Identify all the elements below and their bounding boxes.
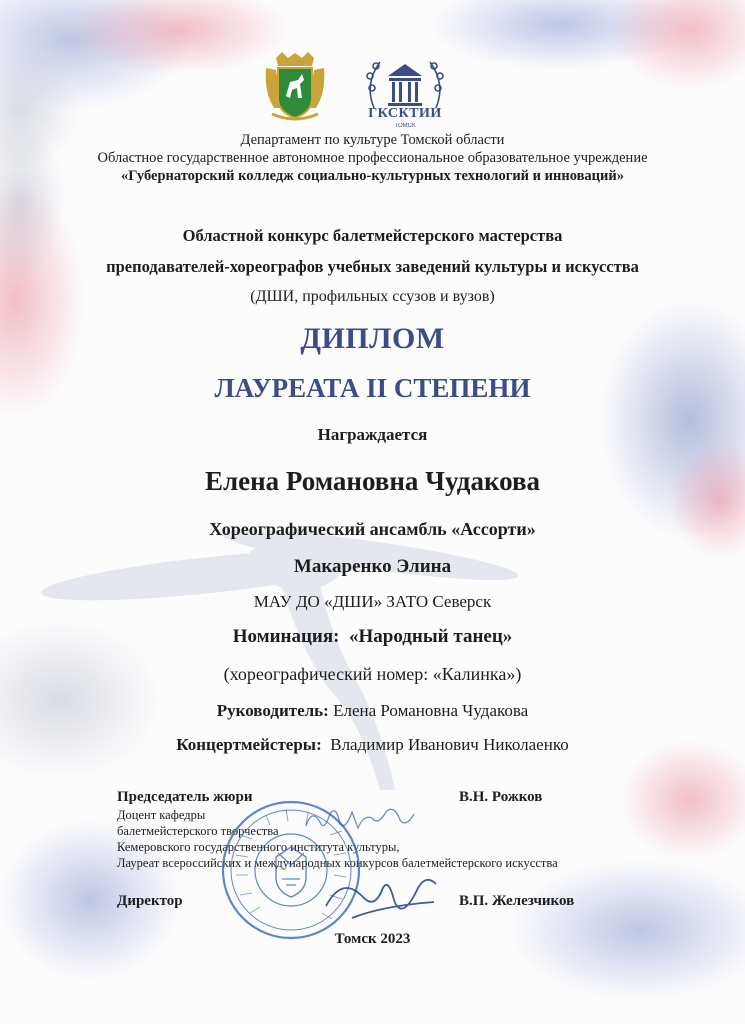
leader-label: Руководитель: [216, 701, 329, 720]
nomination-value: «Народный танец» [348, 626, 513, 647]
director-name: В.П. Железчиков [459, 893, 575, 909]
recipient-name: Елена Романовна Чудакова [204, 466, 541, 496]
director-title: Директор [117, 893, 183, 909]
chair-desc-1: Доцент кафедры [117, 808, 206, 822]
contest-title-line2: преподавателей-хореографов учебных заведений культуры и искусства [106, 257, 639, 276]
diploma-title: ДИПЛОМ [300, 322, 445, 355]
contest-title-line3: (ДШИ, профильных ссузов и вузов) [250, 288, 495, 305]
jury-chair-name: В.Н. Рожков [459, 789, 543, 805]
accompanists-line [0, 735, 745, 755]
college-logo-text: ГКСКТИИ [368, 106, 442, 121]
chair-desc-4: Лауреат всероссийских и международных конкурсов балетмейстерского искусства [117, 856, 558, 870]
director-signature-icon [322, 866, 440, 932]
performance-number: (хореографический номер: «Калинка») [223, 664, 522, 684]
accompanists-label: Концертмейстеры: [176, 735, 322, 754]
city-year: Томск 2023 [334, 931, 411, 947]
awarded-label: Награждается [317, 425, 428, 444]
leader-value: Елена Романовна Чудакова [333, 701, 529, 720]
contest-title-line1: Областной конкурс балетмейстерского мастерства [182, 226, 563, 245]
college-logo-subtext: ТОМСК [394, 123, 416, 129]
nomination-line [0, 626, 745, 648]
participant-name: Макаренко Элина [293, 556, 452, 577]
college-name: «Губернаторский колледж социально-культурных технологий и инноваций» [120, 168, 624, 184]
chair-signature-icon [302, 800, 422, 840]
chair-desc-2: балетмейстерского творчества [117, 824, 279, 838]
diploma-degree: ЛАУРЕАТА II СТЕПЕНИ [214, 373, 531, 403]
institution-line: Областное государственное автономное профессиональное образовательное учреждение [97, 150, 648, 166]
department-line: Департамент по культуре Томской области [240, 132, 505, 148]
jury-chair-title: Председатель жюри [117, 789, 253, 805]
school-name: МАУ ДО «ДШИ» ЗАТО Северск [253, 592, 492, 611]
chair-desc-3: Кемеровского государственного института культуры, [117, 840, 400, 854]
accompanists-value: Владимир Иванович Николаенко [330, 735, 569, 754]
leader-line [0, 701, 745, 721]
college-logo [362, 48, 448, 132]
nomination-label: Номинация: [232, 626, 340, 647]
coat-of-arms-icon [262, 52, 328, 122]
ensemble-name: Хореографический ансамбль «Ассорти» [209, 519, 536, 539]
